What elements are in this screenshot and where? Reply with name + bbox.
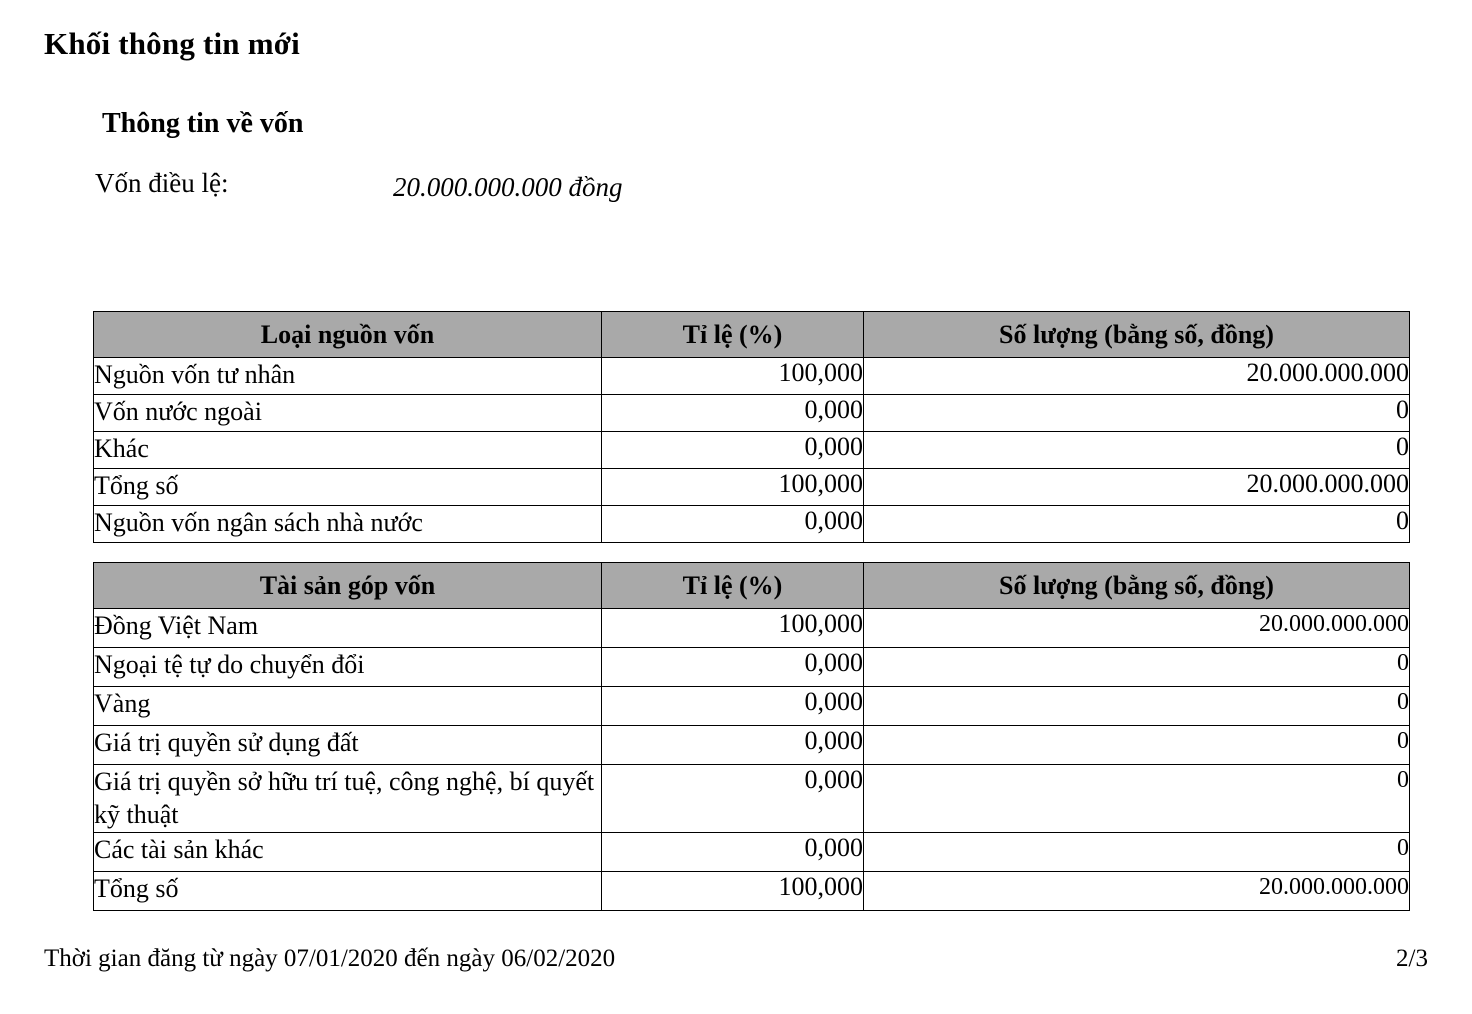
cell-asset-type: Vàng (94, 687, 602, 726)
section-heading-capital-info: Thông tin về vốn (102, 108, 304, 139)
table-row (94, 765, 1410, 833)
publication-period-text: Thời gian đăng từ ngày 07/01/2020 đến ngày 06/02/2020 (44, 945, 616, 972)
cell-asset-type: Ngoại tệ tự do chuyển đổi (94, 648, 602, 687)
cell-asset-type: Các tài sản khác (94, 832, 602, 871)
cell-percentage: 0,000 (602, 395, 864, 432)
capital-sources-table (93, 311, 1410, 543)
cell-amount: 0 (864, 832, 1410, 871)
cell-asset-type: Giá trị quyền sở hữu trí tuệ, công nghệ, bí quyết kỹ thuật (94, 765, 602, 833)
cell-amount: 20.000.000.000 (864, 358, 1410, 395)
cell-asset-type: Giá trị quyền sử dụng đất (94, 726, 602, 765)
table-row (94, 687, 1410, 726)
cell-percentage: 0,000 (602, 506, 864, 543)
cell-percentage: 0,000 (602, 648, 864, 687)
cell-source-type: Khác (94, 432, 602, 469)
cell-amount: 20.000.000.000 (864, 871, 1410, 910)
cell-percentage: 100,000 (602, 358, 864, 395)
column-header-amount: Số lượng (bằng số, đồng) (864, 563, 1410, 609)
table-row (94, 871, 1410, 910)
cell-percentage: 0,000 (602, 765, 864, 833)
column-header-percentage: Tỉ lệ (%) (602, 563, 864, 609)
cell-source-type: Nguồn vốn tư nhân (94, 358, 602, 395)
cell-amount: 0 (864, 726, 1410, 765)
cell-source-type: Nguồn vốn ngân sách nhà nước (94, 506, 602, 543)
cell-amount: 0 (864, 648, 1410, 687)
cell-amount: 0 (864, 506, 1410, 543)
cell-percentage: 0,000 (602, 687, 864, 726)
cell-amount: 0 (864, 395, 1410, 432)
charter-capital-label: Vốn điều lệ: (95, 168, 229, 198)
contributed-assets-table (93, 562, 1410, 911)
charter-capital-value: 20.000.000.000 đồng (393, 172, 623, 202)
table-row (94, 506, 1410, 543)
table-row (94, 358, 1410, 395)
column-header-source-type: Loại nguồn vốn (94, 312, 602, 358)
cell-percentage: 0,000 (602, 432, 864, 469)
table-row (94, 469, 1410, 506)
cell-source-type: Tổng số (94, 469, 602, 506)
page-number: 2/3 (1396, 945, 1428, 972)
cell-amount: 20.000.000.000 (864, 609, 1410, 648)
table-header-row (94, 312, 1410, 358)
cell-percentage: 100,000 (602, 469, 864, 506)
column-header-amount: Số lượng (bằng số, đồng) (864, 312, 1410, 358)
table-row (94, 726, 1410, 765)
cell-percentage: 0,000 (602, 832, 864, 871)
table-header-row (94, 563, 1410, 609)
cell-asset-type: Tổng số (94, 871, 602, 910)
page-title: Khối thông tin mới (44, 26, 300, 61)
cell-asset-type: Đồng Việt Nam (94, 609, 602, 648)
cell-source-type: Vốn nước ngoài (94, 395, 602, 432)
cell-amount: 20.000.000.000 (864, 469, 1410, 506)
table-row (94, 432, 1410, 469)
cell-amount: 0 (864, 687, 1410, 726)
table-row (94, 609, 1410, 648)
column-header-percentage: Tỉ lệ (%) (602, 312, 864, 358)
cell-amount: 0 (864, 765, 1410, 833)
cell-amount: 0 (864, 432, 1410, 469)
cell-percentage: 100,000 (602, 609, 864, 648)
cell-percentage: 100,000 (602, 871, 864, 910)
table-row (94, 832, 1410, 871)
cell-percentage: 0,000 (602, 726, 864, 765)
table-row (94, 648, 1410, 687)
column-header-asset-type: Tài sản góp vốn (94, 563, 602, 609)
table-row (94, 395, 1410, 432)
